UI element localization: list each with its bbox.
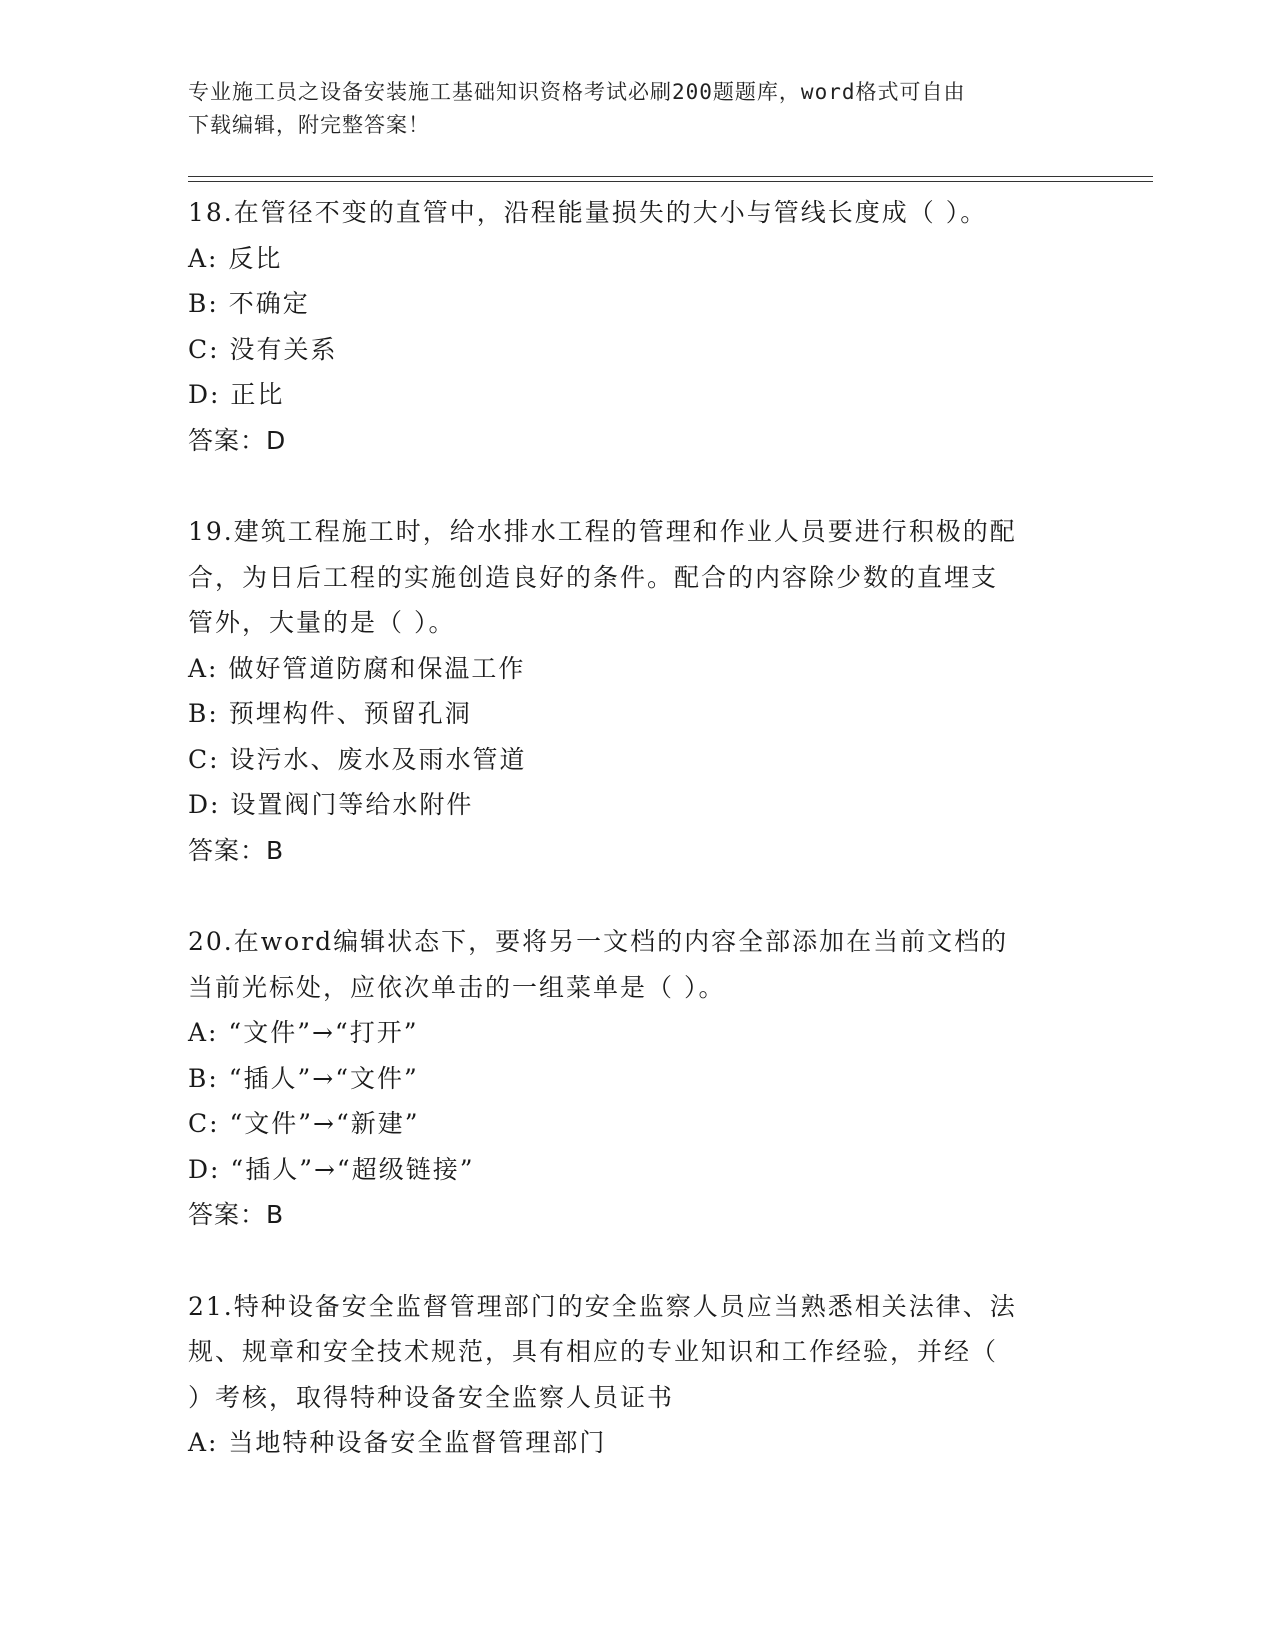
option-a: A: 反比 (188, 243, 283, 273)
stem-line: 21.特种设备安全监督管理部门的安全监察人员应当熟悉相关法律、法 (188, 1291, 1017, 1321)
option-a: A: “文件”→“打开” (188, 1018, 419, 1047)
option-a: A: 做好管道防腐和保温工作 (188, 653, 526, 683)
option-d: D: 正比 (188, 380, 285, 409)
question-stem (188, 1284, 1088, 1421)
question-stem (188, 190, 1088, 236)
stem-line: 合，为日后工程的实施创造良好的条件。配合的内容除少数的直埋支 (188, 562, 999, 592)
option-b: B: “插人”→“文件” (188, 1063, 419, 1093)
question-stem (188, 919, 1088, 1010)
question-stem (188, 509, 1088, 646)
header-rule-top (188, 176, 1153, 177)
header-line-2: 下载编辑，附完整答案！ (188, 113, 430, 137)
stem-line: 19.建筑工程施工时，给水排水工程的管理和作业人员要进行积极的配 (188, 517, 1017, 546)
option-b: B: 不确定 (188, 289, 310, 318)
document-header (188, 76, 1068, 142)
header-line-1: 专业施工员之设备安装施工基础知识资格考试必刷200题题库，word格式可自由 (188, 80, 966, 104)
option-d: D: 设置阀门等给水附件 (188, 790, 474, 819)
question-list (188, 190, 1088, 1512)
header-rule-bottom (188, 181, 1153, 182)
stem-line: 规、规章和安全技术规范，具有相应的专业知识和工作经验，并经（ (188, 1337, 999, 1366)
stem-line: 18.在管径不变的直管中，沿程能量损失的大小与管线长度成（ ）。 (188, 198, 988, 227)
question-20 (188, 919, 1088, 1238)
question-21 (188, 1284, 1088, 1466)
option-c: C: 没有关系 (188, 334, 338, 364)
option-a: A: 当地特种设备安全监督管理部门 (188, 1428, 607, 1457)
answer: 答案：D (188, 425, 287, 455)
answer: 答案：B (188, 835, 285, 865)
stem-line: 当前光标处，应依次单击的一组菜单是（ ）。 (188, 972, 726, 1002)
stem-line: ）考核，取得特种设备安全监察人员证书 (188, 1382, 675, 1412)
stem-line: 20.在word编辑状态下，要将另一文档的内容全部添加在当前文档的 (188, 927, 1009, 956)
option-b: B: 预埋构件、预留孔洞 (188, 699, 472, 728)
option-d: D: “插人”→“超级链接” (188, 1154, 475, 1184)
question-18 (188, 190, 1088, 463)
option-c: C: “文件”→“新建” (188, 1109, 420, 1138)
answer: 答案：B (188, 1200, 285, 1229)
option-c: C: 设污水、废水及雨水管道 (188, 744, 527, 774)
question-19 (188, 509, 1088, 873)
stem-line: 管外，大量的是（ ）。 (188, 608, 456, 637)
